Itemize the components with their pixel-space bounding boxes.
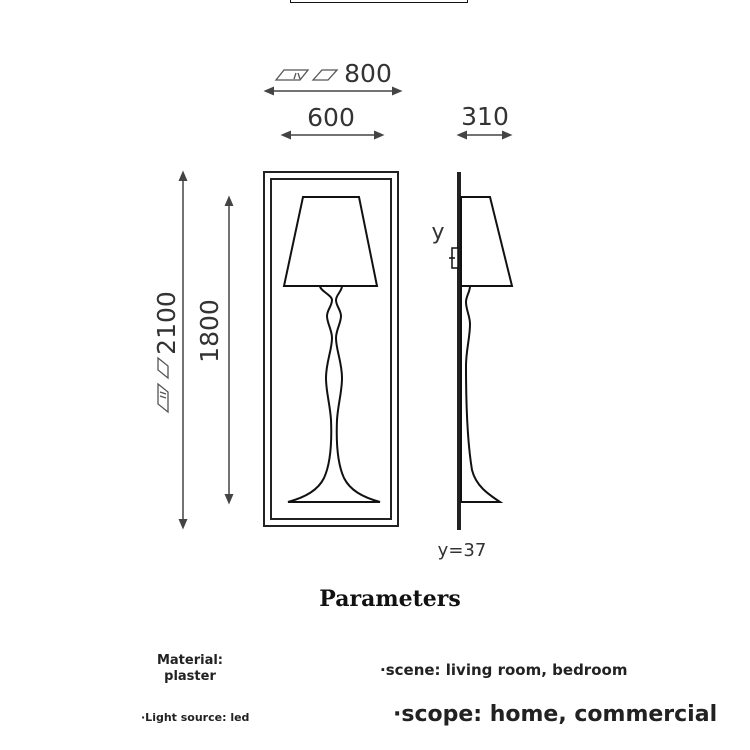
dim-y-value: y=37: [437, 540, 487, 560]
switch-knob: [449, 248, 458, 268]
side-lamp-body: [461, 286, 500, 502]
dim-y-marker: y: [431, 220, 445, 245]
dim-depth: 310: [461, 102, 509, 131]
area-symbol-icon-vertical: [158, 358, 168, 412]
parameters-title: Parameters: [319, 586, 461, 612]
scene-text: ·scene: living room, bedroom: [380, 661, 628, 679]
dim-lamp-width: 600: [307, 103, 355, 132]
side-view: [449, 172, 512, 530]
scope-text: ·scope: home, commercial: [393, 702, 718, 727]
dim-overall-width: 800: [344, 59, 392, 88]
dim-lamp-height: 1800: [195, 299, 224, 363]
side-lampshade: [461, 197, 512, 286]
dim-overall-height: 2100: [152, 291, 181, 355]
lamp-body: [288, 286, 380, 502]
material-text: Material: plaster: [156, 653, 224, 684]
front-view: [264, 172, 398, 526]
area-symbol-icon: [276, 70, 337, 80]
light-source-text: ·Light source: led: [141, 711, 250, 724]
lampshade: [284, 197, 377, 286]
